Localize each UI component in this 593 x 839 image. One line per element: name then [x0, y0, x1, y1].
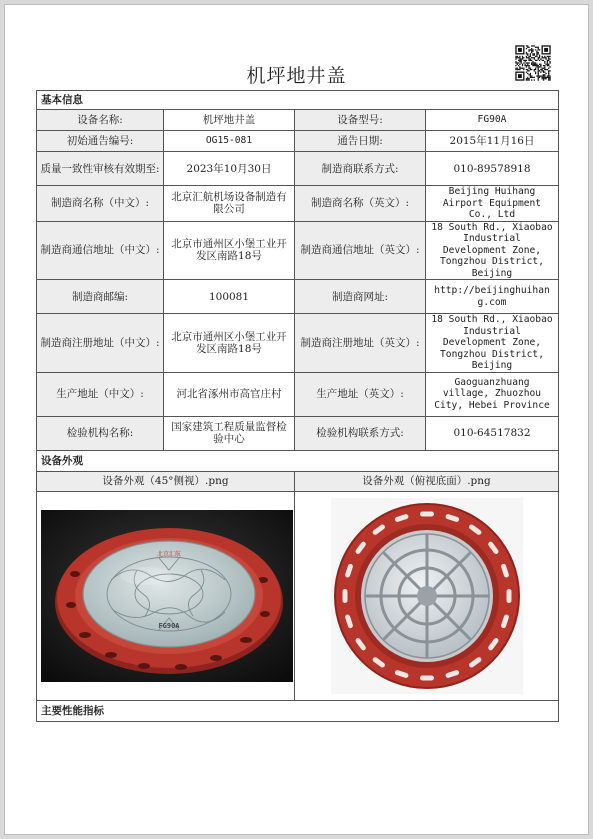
field-label: 检验机构联系方式:	[295, 416, 426, 450]
info-table	[36, 90, 559, 722]
field-label: 质量一致性审核有效期至:	[37, 152, 164, 186]
field-label: 生产地址（英文）:	[295, 372, 426, 416]
table-row	[37, 131, 559, 152]
section-header-basic	[37, 91, 559, 110]
field-label: 通告日期:	[295, 131, 426, 152]
field-value: 国家建筑工程质量监督检验中心	[164, 416, 295, 450]
page-title: 机坪地井盖	[246, 65, 347, 87]
table-row	[37, 372, 559, 416]
field-label: 制造商注册地址（中文）:	[37, 314, 164, 373]
image-caption-left: 设备外观（45°侧视）.png	[37, 471, 295, 491]
field-label: 检验机构名称:	[37, 416, 164, 450]
cover-brand-text: 北京汇航	[156, 550, 182, 558]
image-caption-row	[37, 471, 559, 491]
field-value: 河北省涿州市高官庄村	[164, 372, 295, 416]
image-cell-right	[295, 491, 559, 700]
field-value: 18 South Rd., Xiaobao Industrial Development Zone, Tongzhou District, Beijing	[426, 221, 559, 280]
table-row	[37, 280, 559, 314]
image-cell-left	[37, 491, 295, 700]
field-label: 制造商通信地址（中文）:	[37, 221, 164, 280]
field-label: 制造商注册地址（英文）:	[295, 314, 426, 373]
cover-model-text: FG90A	[158, 621, 180, 630]
field-label: 制造商联系方式:	[295, 152, 426, 186]
field-value: 机坪地井盖	[164, 110, 295, 131]
field-label: 设备名称:	[37, 110, 164, 131]
field-value: 北京市通州区小堡工业开发区南路18号	[164, 221, 295, 280]
field-label: 制造商名称（中文）:	[37, 186, 164, 222]
manhole-cover-bottom-view-photo	[331, 498, 523, 694]
field-label: 设备型号:	[295, 110, 426, 131]
manhole-cover-side-view-photo	[41, 510, 293, 682]
field-label: 初始通告编号:	[37, 131, 164, 152]
document-page	[4, 4, 589, 835]
field-value: 2015年11月16日	[426, 131, 559, 152]
field-value: OG15-081	[164, 131, 295, 152]
field-value: 010-89578918	[426, 152, 559, 186]
field-value: 北京市通州区小堡工业开发区南路18号	[164, 314, 295, 373]
field-value: 北京汇航机场设备制造有限公司	[164, 186, 295, 222]
field-value: FG90A	[426, 110, 559, 131]
table-row	[37, 221, 559, 280]
field-value: http://beijinghuihang.com	[426, 280, 559, 314]
field-value: 100081	[164, 280, 295, 314]
table-row	[37, 314, 559, 373]
field-label: 制造商邮编:	[37, 280, 164, 314]
section-title-performance: 主要性能指标	[37, 700, 559, 721]
field-label: 制造商名称（英文）:	[295, 186, 426, 222]
field-value: Beijing Huihang Airport Equipment Co., Ltd	[426, 186, 559, 222]
field-value: 2023年10月30日	[164, 152, 295, 186]
table-row	[37, 186, 559, 222]
field-label: 生产地址（中文）:	[37, 372, 164, 416]
image-caption-right: 设备外观（俯视底面）.png	[295, 471, 559, 491]
field-value: 010-64517832	[426, 416, 559, 450]
section-title-appearance: 设备外观	[37, 450, 559, 471]
section-header-performance	[37, 700, 559, 721]
field-value: Gaoguanzhuang village, Zhuozhou City, Hebei Province	[426, 372, 559, 416]
field-label: 制造商通信地址（英文）:	[295, 221, 426, 280]
section-header-appearance	[37, 450, 559, 471]
table-row	[37, 110, 559, 131]
field-label: 制造商网址:	[295, 280, 426, 314]
field-value: 18 South Rd., Xiaobao Industrial Development Zone, Tongzhou District, Beijing	[426, 314, 559, 373]
image-row	[37, 491, 559, 700]
table-row	[37, 416, 559, 450]
section-title-basic: 基本信息	[37, 91, 559, 110]
table-row	[37, 152, 559, 186]
